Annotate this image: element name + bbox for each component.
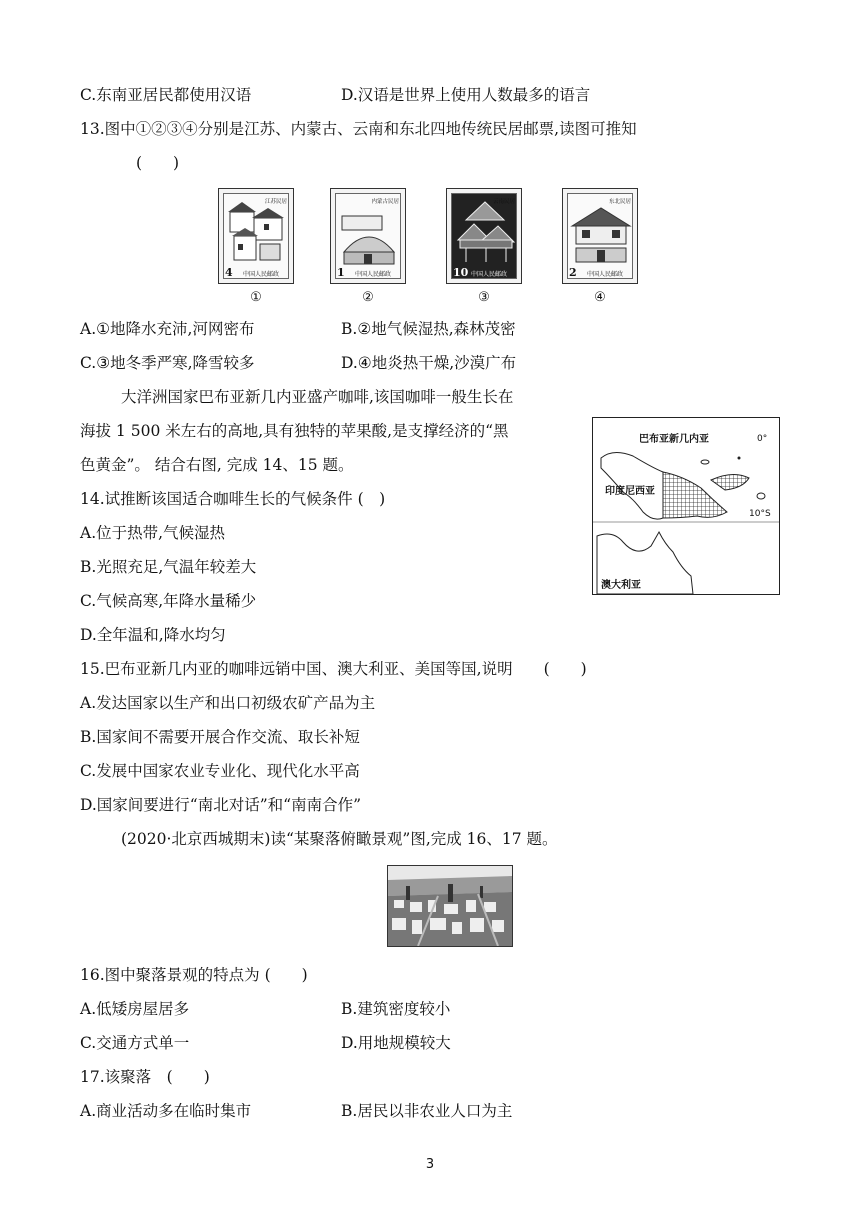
q14-option-a: A.位于热带,气候湿热 [80, 524, 226, 542]
stamp-number: ③ [478, 290, 490, 305]
stamp-jiangsu [218, 188, 294, 284]
stamp-value: 1 [337, 266, 345, 279]
papua-new-guinea-map [592, 417, 780, 595]
map-label-australia: 澳大利亚 [601, 580, 641, 591]
q16-stem: 16.图中聚落景观的特点为 ( ) [80, 966, 308, 984]
intro-line: 海拔 1 500 米左右的高地,具有独特的苹果酸,是支撑经济的“黑 [80, 422, 509, 440]
q13-option-c: C.③地冬季严寒,降雪较多 [80, 354, 255, 372]
stamp-dongbei [562, 188, 638, 284]
q13-stem: 13.图中①②③④分别是江苏、内蒙古、云南和东北四地传统民居邮票,读图可推知 [80, 120, 637, 138]
q12-option-d: D.汉语是世界上使用人数最多的语言 [341, 86, 591, 104]
yurt-icon [336, 194, 402, 280]
city-skyline-image [388, 866, 512, 946]
stamp-caption: 中国人民邮政 [355, 271, 392, 278]
q14-stem: 14.试推断该国适合咖啡生长的气候条件 ( ) [80, 490, 386, 508]
jiangsu-house-icon [224, 194, 290, 280]
stamp-tag: 内蒙古民居 [371, 199, 399, 205]
settlement-aerial-photo [387, 865, 513, 947]
stamp-value: 4 [225, 266, 233, 279]
stamp-number: ① [250, 290, 262, 305]
intro-line: 色黄金”。 结合右图, 完成 14、15 题。 [80, 456, 354, 474]
stamp-yunnan [446, 188, 522, 284]
stamp-tag: 东北民居 [608, 199, 631, 205]
map-label-png: 巴布亚新几内亚 [639, 434, 709, 445]
q14-option-d: D.全年温和,降水均匀 [80, 626, 226, 644]
stamp-value: 10 [453, 266, 469, 279]
stamp-tag: 云南民居 [492, 199, 515, 205]
q14-option-c: C.气候高寒,年降水量稀少 [80, 592, 257, 610]
page-number: 3 [425, 1157, 435, 1172]
q15-option-d: D.国家间要进行“南北对话”和“南南合作” [80, 796, 361, 814]
q14-option-b: B.光照充足,气温年较差大 [80, 558, 257, 576]
q16-option-a: A.低矮房屋居多 [80, 1000, 190, 1018]
q15-stem: 15.巴布亚新几内亚的咖啡远销中国、澳大利亚、美国等国,说明 ( ) [80, 660, 587, 678]
map-label-lat0: 0° [757, 434, 768, 444]
q16-option-b: B.建筑密度较小 [341, 1000, 451, 1018]
q13-option-a: A.①地降水充沛,河网密布 [80, 320, 255, 338]
intro-line: 大洋洲国家巴布亚新几内亚盛产咖啡,该国咖啡一般生长在 [121, 388, 514, 406]
q15-option-a: A.发达国家以生产和出口初级农矿产品为主 [80, 694, 376, 712]
q17-option-a: A.商业活动多在临时集市 [80, 1102, 252, 1120]
stamp-caption: 中国人民邮政 [587, 271, 624, 278]
stamp-value: 2 [569, 266, 577, 279]
q17-option-b: B.居民以非农业人口为主 [341, 1102, 513, 1120]
q15-option-c: C.发展中国家农业专业化、现代化水平高 [80, 762, 360, 780]
q13-option-b: B.②地气候湿热,森林茂密 [341, 320, 516, 338]
q13-option-d: D.④地炎热干燥,沙漠广布 [341, 354, 517, 372]
map-label-lat10: 10°S [749, 509, 771, 519]
stamp-number: ② [362, 290, 374, 305]
q15-option-b: B.国家间不需要开展合作交流、取长补短 [80, 728, 360, 746]
northeast-house-icon [568, 194, 634, 280]
intro2: (2020·北京西城期末)读“某聚落俯瞰景观”图,完成 16、17 题。 [121, 830, 558, 848]
q16-option-c: C.交通方式单一 [80, 1034, 190, 1052]
stamp-caption: 中国人民邮政 [243, 271, 280, 278]
stamp-number: ④ [594, 290, 606, 305]
q17-stem: 17.该聚落 ( ) [80, 1068, 210, 1086]
stamp-caption: 中国人民邮政 [471, 271, 508, 278]
q13-blank: ( ) [136, 154, 180, 172]
map-label-indonesia: 印度尼西亚 [605, 486, 655, 497]
q12-option-c: C.东南亚居民都使用汉语 [80, 86, 252, 104]
stamp-neimenggu [330, 188, 406, 284]
stamp-tag: 江苏民居 [264, 199, 287, 205]
q16-option-d: D.用地规模较大 [341, 1034, 451, 1052]
